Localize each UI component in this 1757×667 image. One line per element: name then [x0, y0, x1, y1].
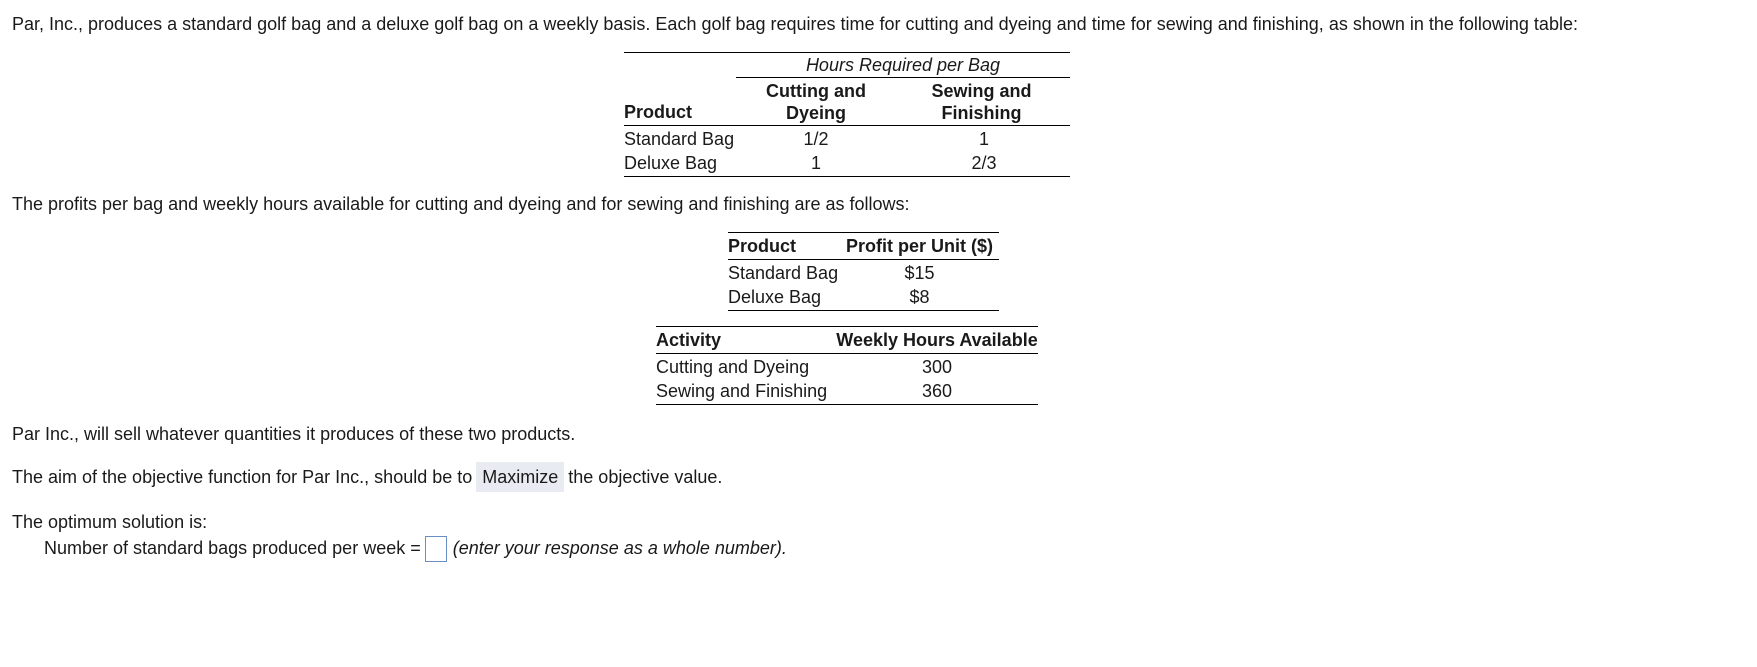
table-bottom-rule: [624, 176, 1070, 177]
table-top-rule: [656, 326, 1038, 327]
cutting-header-line2: Dyeing: [785, 103, 846, 123]
row-deluxe-cutting: 1: [810, 153, 821, 173]
product-header: Product: [624, 102, 693, 122]
objective-prefix: The aim of the objective function for Par Inc., should be to: [12, 467, 473, 487]
standard-bags-input[interactable]: [425, 536, 447, 562]
hours-required-table: [624, 52, 1070, 176]
sewing-header-line1: Sewing and: [931, 81, 1032, 101]
row-standard-product: Standard Bag: [624, 129, 735, 149]
header-rule: [624, 125, 1070, 126]
objective-suffix: the objective value.: [568, 467, 723, 487]
header-rule: [656, 353, 1038, 354]
profit-table: [728, 232, 999, 310]
hours-header: Weekly Hours Available: [836, 330, 1038, 350]
profit-header: Profit per Unit ($): [846, 236, 993, 256]
row-standard-cutting: 1/2: [803, 129, 829, 149]
table-bottom-rule: [728, 310, 999, 311]
activity-header: Activity: [656, 330, 722, 350]
header-rule: [728, 259, 999, 260]
table-bottom-rule: [656, 404, 1038, 405]
group-header: Hours Required per Bag: [805, 55, 1001, 75]
row-cutting-hours: 300: [921, 357, 953, 377]
optimum-label: Number of standard bags produced per week =: [44, 538, 421, 558]
row-deluxe-sewing: 2/3: [971, 153, 997, 173]
row-sewing-activity: Sewing and Finishing: [656, 381, 828, 401]
row-deluxe-product: Deluxe Bag: [728, 287, 822, 307]
objective-answer-dropdown[interactable]: Maximize: [476, 462, 564, 492]
profits-intro-text: The profits per bag and weekly hours available for cutting and dyeing and for sewing and finishing are as follows:: [12, 194, 910, 214]
table-top-rule: [624, 52, 1070, 53]
optimum-hint: (enter your response as a whole number).: [452, 538, 787, 558]
row-standard-sewing: 1: [978, 129, 989, 149]
row-deluxe-product: Deluxe Bag: [624, 153, 718, 173]
cutting-header-line1: Cutting and: [766, 81, 866, 101]
sewing-header-line2: Finishing: [941, 103, 1022, 123]
optimum-answer-row: [44, 534, 787, 562]
product-header: Product: [728, 236, 797, 256]
table-top-rule: [728, 232, 999, 233]
row-cutting-activity: Cutting and Dyeing: [656, 357, 810, 377]
hours-available-table: [656, 326, 1038, 404]
group-header-rule: [736, 77, 1070, 78]
optimum-heading: The optimum solution is:: [12, 512, 208, 532]
row-sewing-hours: 360: [921, 381, 953, 401]
row-standard-product: Standard Bag: [728, 263, 839, 283]
row-standard-profit: $15: [904, 263, 935, 283]
objective-sentence: [12, 462, 722, 492]
sell-statement: Par Inc., will sell whatever quantities it produces of these two products.: [12, 424, 576, 444]
intro-text: Par, Inc., produces a standard golf bag and a deluxe golf bag on a weekly basis. Each golf bag requires time for cutting and dyeing and time for sewing and finishing, as shown in the following table:: [12, 14, 1578, 34]
row-deluxe-profit: $8: [909, 287, 930, 307]
